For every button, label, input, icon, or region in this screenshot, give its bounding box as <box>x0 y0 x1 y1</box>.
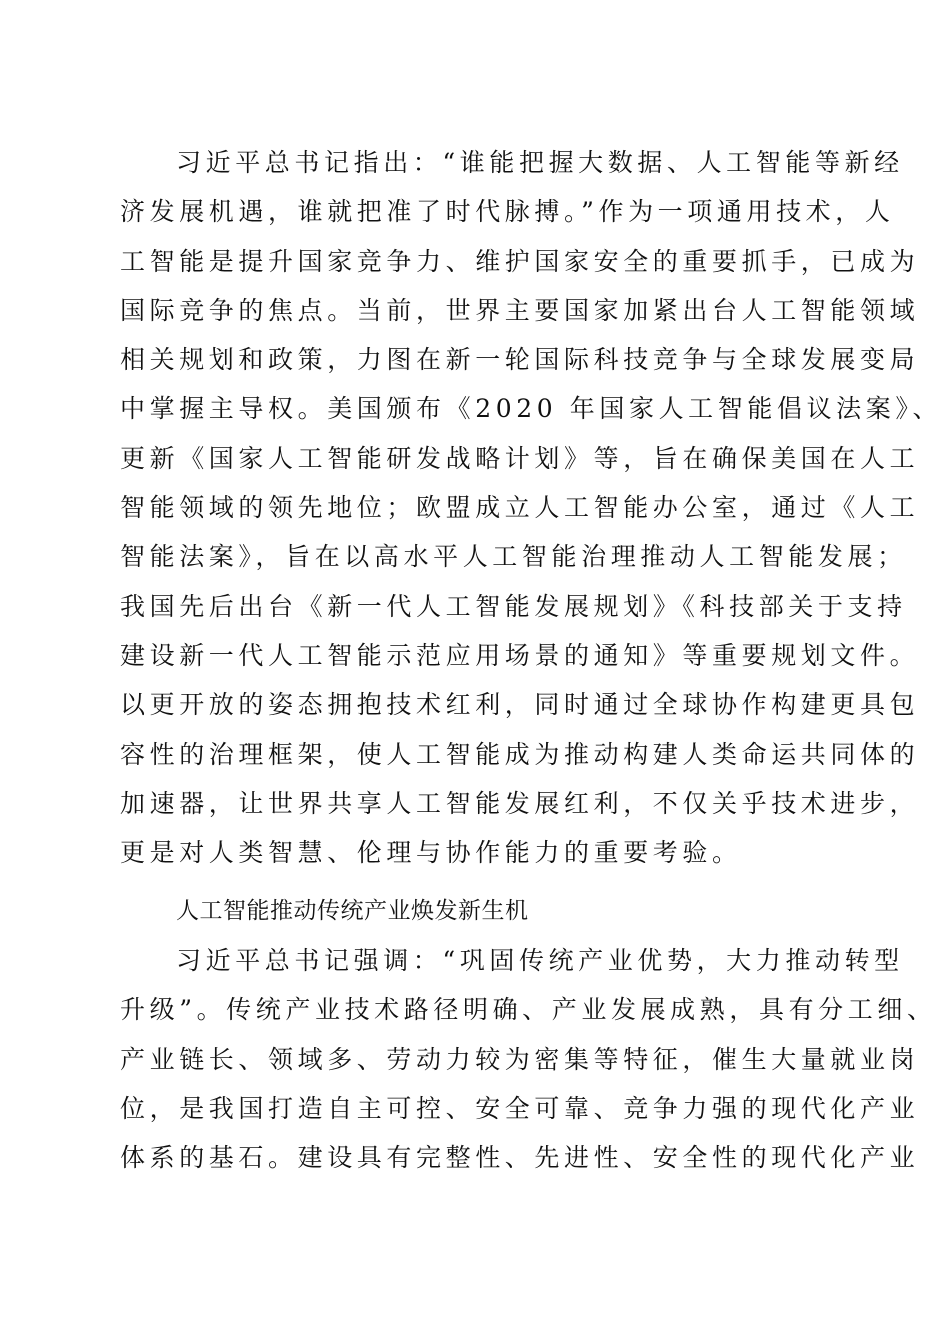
paragraph-line: 容性的治理框架，使人工智能成为推动构建人类命运共同体的 <box>120 739 920 769</box>
paragraph-line: 习近平总书记强调：“巩固传统产业优势，大力推动转型 <box>176 946 904 975</box>
paragraph-line: 智能法案》，旨在以高水平人工智能治理推动人工智能发展； <box>120 542 907 572</box>
paragraph-line: 智能领域的领先地位；欧盟成立人工智能办公室，通过《人工 <box>120 493 920 523</box>
paragraph-traditional-industry <box>120 936 937 1182</box>
paragraph-line: 更新《国家人工智能研发战略计划》等，旨在确保美国在人工 <box>120 443 920 473</box>
paragraph-line: 工智能是提升国家竞争力、维护国家安全的重要抓手，已成为 <box>120 246 920 276</box>
paragraph-line: 升级”。传统产业技术路径明确、产业发展成熟，具有分工细、 <box>120 995 937 1025</box>
paragraph-line: 位，是我国打造自主可控、安全可靠、竞争力强的现代化产业 <box>120 1093 920 1123</box>
paragraph-line: 更是对人类智慧、伦理与协作能力的重要考验。 <box>120 838 742 868</box>
paragraph-line: 相关规划和政策，力图在新一轮国际科技竞争与全球发展变局 <box>120 345 920 375</box>
paragraph-line: 建设新一代人工智能示范应用场景的通知》等重要规划文件。 <box>120 640 920 670</box>
paragraph-line: 国际竞争的焦点。当前，世界主要国家加紧出台人工智能领域 <box>120 295 920 325</box>
paragraph-line: 加速器，让世界共享人工智能发展红利，不仅关乎技术进步， <box>120 788 920 818</box>
paragraph-line: 济发展机遇，谁就把准了时代脉搏。”作为一项通用技术，人 <box>120 197 895 227</box>
paragraph-line: 体系的基石。建设具有完整性、先进性、安全性的现代化产业 <box>120 1143 920 1173</box>
paragraph-line: 中掌握主导权。美国颁布《2020 年国家人工智能倡议法案》、 <box>120 394 943 424</box>
paragraph-line: 产业链长、领域多、劳动力较为密集等特征，催生大量就业岗 <box>120 1044 920 1074</box>
paragraph-line: 我国先后出台《新一代人工智能发展规划》《科技部关于支持 <box>120 591 907 621</box>
paragraph-line: 习近平总书记指出：“谁能把握大数据、人工智能等新经 <box>176 148 904 177</box>
paragraph-ai-national-competition <box>120 138 943 877</box>
paragraph-line: 以更开放的姿态拥抱技术红利，同时通过全球协作构建更具包 <box>120 690 920 720</box>
section-heading: 人工智能推动传统产业焕发新生机 <box>176 898 529 924</box>
